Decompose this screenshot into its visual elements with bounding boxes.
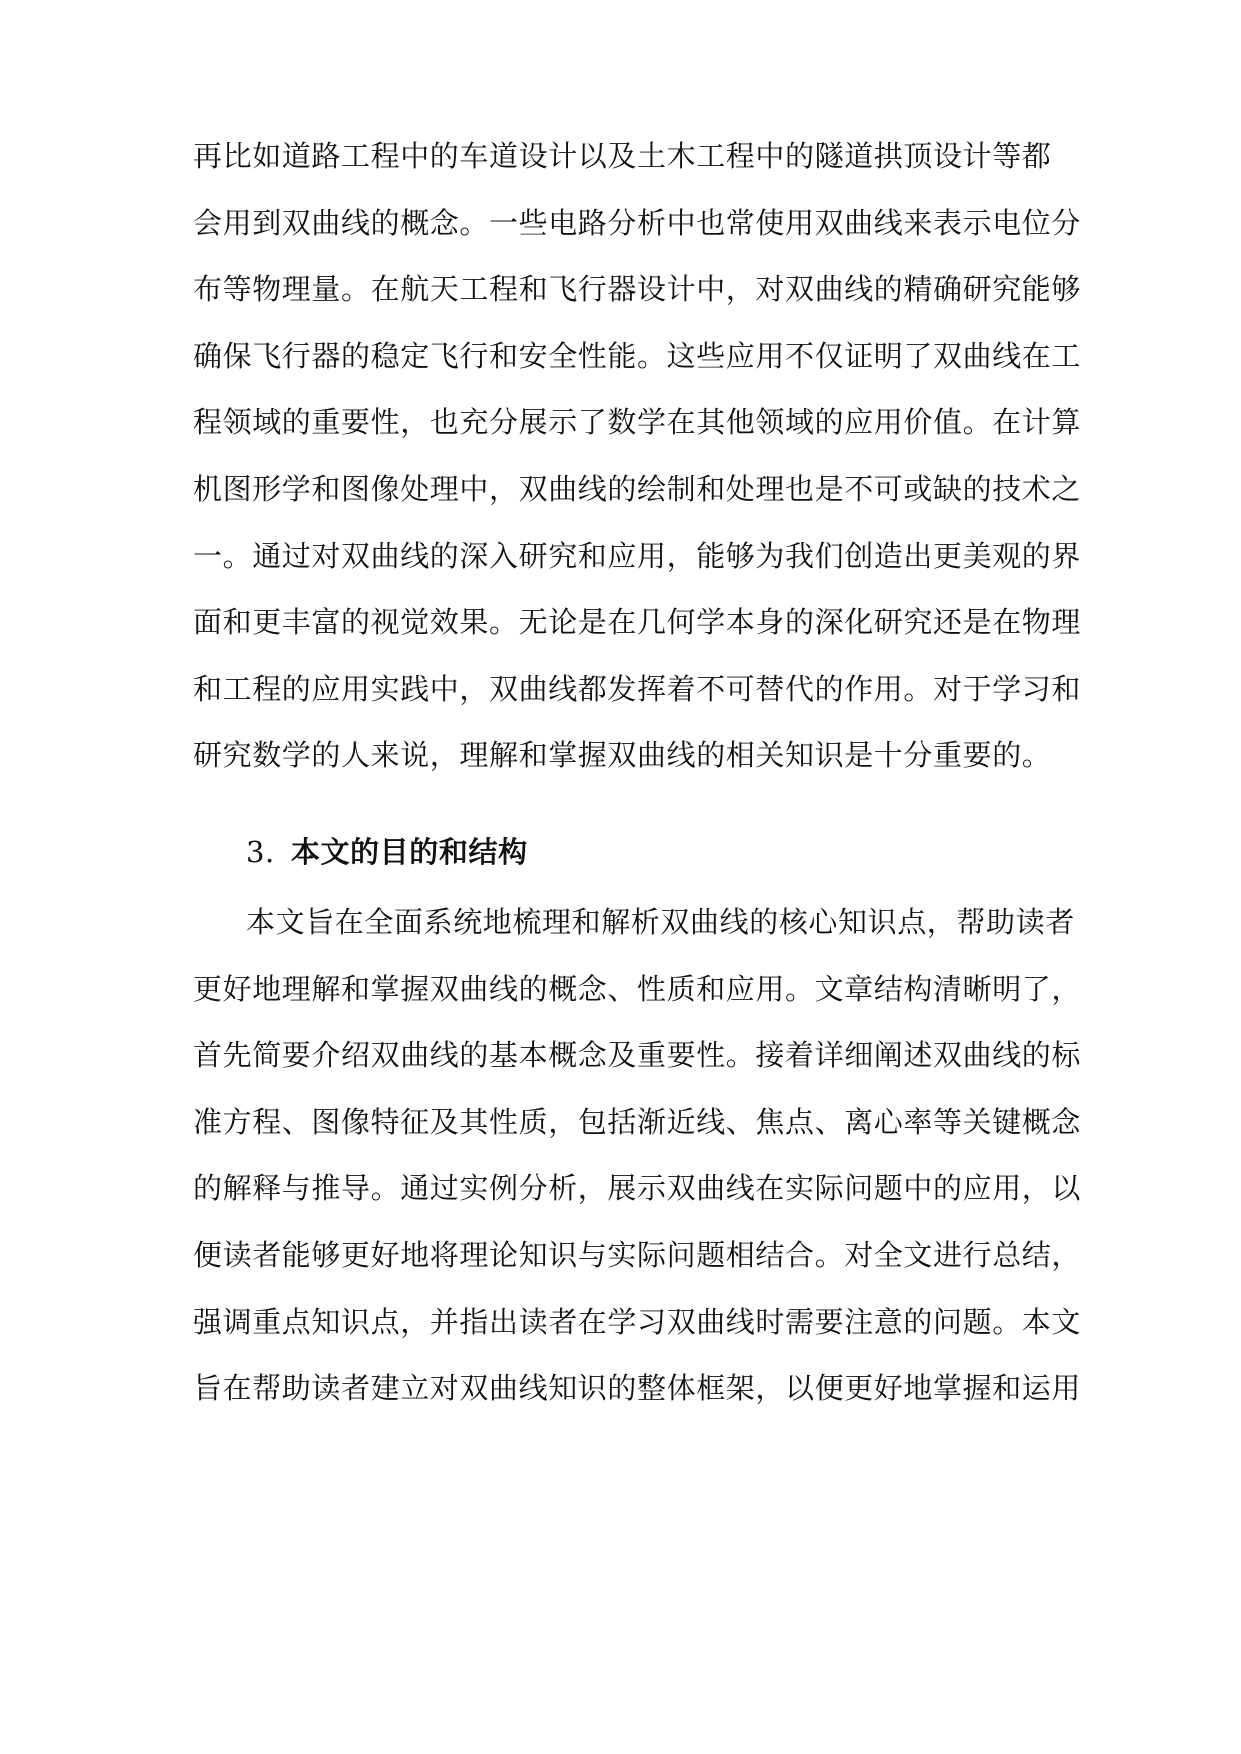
text-line: 旨在帮助读者建立对双曲线知识的整体框架，以便更好地掌握和运用 (193, 1371, 1082, 1405)
section-number: 3. (246, 835, 275, 869)
text-line: 确保飞行器的稳定飞行和安全性能。这些应用不仅证明了双曲线在工 (193, 339, 1082, 373)
text-line: 的解释与推导。通过实例分析，展示双曲线在实际问题中的应用，以 (193, 1171, 1082, 1205)
section-heading (246, 832, 528, 872)
text-line: 会用到双曲线的概念。一些电路分析中也常使用双曲线来表示电位分 (193, 206, 1082, 240)
text-line: 机图形学和图像处理中，双曲线的绘制和处理也是不可或缺的技术之 (193, 472, 1082, 506)
text-line: 和工程的应用实践中，双曲线都发挥着不可替代的作用。对于学习和 (193, 672, 1082, 706)
text-line: 研究数学的人来说，理解和掌握双曲线的相关知识是十分重要的。 (193, 738, 1052, 772)
text-line: 更好地理解和掌握双曲线的概念、性质和应用。文章结构清晰明了， (193, 972, 1082, 1006)
text-line: 首先简要介绍双曲线的基本概念及重要性。接着详细阐述双曲线的标 (193, 1038, 1082, 1072)
text-line: 一。通过对双曲线的深入研究和应用，能够为我们创造出更美观的界 (193, 539, 1082, 573)
text-line: 程领域的重要性，也充分展示了数学在其他领域的应用价值。在计算 (193, 405, 1082, 439)
text-line: 面和更丰富的视觉效果。无论是在几何学本身的深化研究还是在物理 (193, 605, 1082, 639)
text-line: 布等物理量。在航天工程和飞行器设计中，对双曲线的精确研究能够 (193, 272, 1082, 306)
text-line: 便读者能够更好地将理论知识与实际问题相结合。对全文进行总结， (193, 1238, 1082, 1272)
section-title: 本文的目的和结构 (290, 835, 528, 869)
text-line: 强调重点知识点，并指出读者在学习双曲线时需要注意的问题。本文 (193, 1305, 1082, 1339)
text-line: 本文旨在全面系统地梳理和解析双曲线的核心知识点，帮助读者 (246, 905, 1075, 939)
text-line: 准方程、图像特征及其性质，包括渐近线、焦点、离心率等关键概念 (193, 1105, 1082, 1139)
text-line: 再比如道路工程中的车道设计以及土木工程中的隧道拱顶设计等都 (193, 139, 1052, 173)
